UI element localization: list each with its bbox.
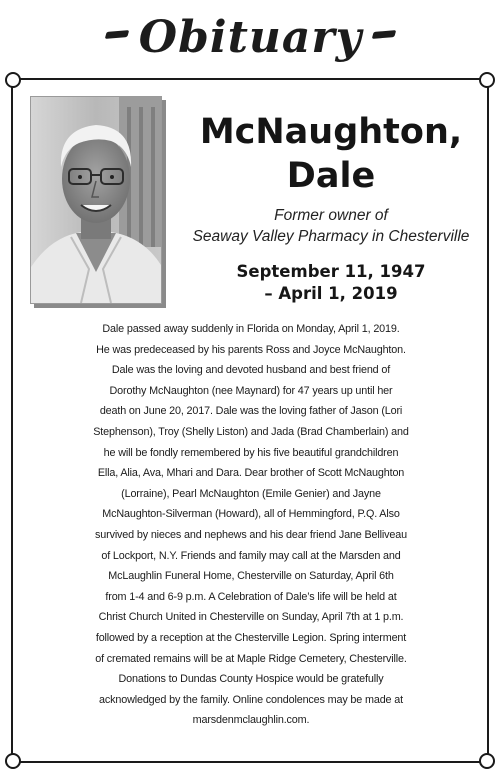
body-line: Dale was the loving and devoted husband and best friend of <box>111 364 391 377</box>
body-line: He was predeceased by his parents Ross and Joyce McNaughton. <box>96 343 406 356</box>
portrait-photo-icon <box>31 97 161 303</box>
former-occupation <box>176 205 486 247</box>
body-line: Dale passed away suddenly in Florida on Monday, April 1, 2019. <box>102 323 400 335</box>
body-line: Ella, Alia, Ava, Mhari and Dara. Dear brother of Scott McNaughton <box>97 467 405 480</box>
given-name: Dale <box>286 156 376 196</box>
obituary-body <box>16 319 486 731</box>
body-line: death on June 20, 2017. Dale was the loving father of Jason (Lori <box>99 405 403 418</box>
body-line: Donations to Dundas County Hospice would be gratefully <box>118 673 384 686</box>
heading-title: Obituary <box>138 12 363 63</box>
frame-corner-ornament <box>5 753 21 769</box>
left-dash-ornament <box>105 30 130 39</box>
body-line: McNaughton-Silverman (Howard), all of Hemmingford, P.Q. Also <box>102 508 400 521</box>
obituary-heading <box>0 6 501 76</box>
body-line: acknowledged by the family. Online condolences may be made at <box>99 693 403 706</box>
life-dates <box>176 261 486 305</box>
body-line: survived by nieces and nephews and his dear friend Jane Belliveau <box>95 528 407 541</box>
body-line: marsdenmclaughlin.com. <box>192 714 310 727</box>
death-date: – April 1, 2019 <box>264 284 398 303</box>
birth-date: September 11, 1947 <box>236 262 426 281</box>
body-line: Dorothy McNaughton (nee Maynard) for 47 years up until her <box>109 384 393 397</box>
former-line-2: Seaway Valley Pharmacy in Chesterville <box>192 228 470 245</box>
body-line: Christ Church United in Chesterville on Sunday, April 7th at 1 p.m. <box>98 611 404 624</box>
body-line: Stephenson), Troy (Shelly Liston) and Jada (Brad Chamberlain) and <box>93 425 409 438</box>
body-line: McLaughlin Funeral Home, Chesterville on Saturday, April 6th <box>108 570 394 583</box>
surname: McNaughton, <box>199 112 463 152</box>
deceased-name <box>176 110 486 198</box>
body-line: followed by a reception at the Chesterville Legion. Spring interment <box>95 631 407 644</box>
body-line: (Lorraine), Pearl McNaughton (Emile Genier) and Jayne <box>121 487 381 500</box>
former-line-1: Former owner of <box>274 207 388 224</box>
body-line: from 1-4 and 6-9 p.m. A Celebration of Dale’s life will be held at <box>105 590 397 603</box>
portrait-photo <box>30 96 162 304</box>
body-line: he will be fondly remembered by his five beautiful grandchildren <box>103 446 399 459</box>
body-line: of cremated remains will be at Maple Ridge Cemetery, Chesterville. <box>95 652 407 665</box>
frame-corner-ornament <box>479 753 495 769</box>
right-dash-ornament <box>371 30 396 39</box>
body-line: of Lockport, N.Y. Friends and family may call at the Marsden and <box>101 549 401 562</box>
